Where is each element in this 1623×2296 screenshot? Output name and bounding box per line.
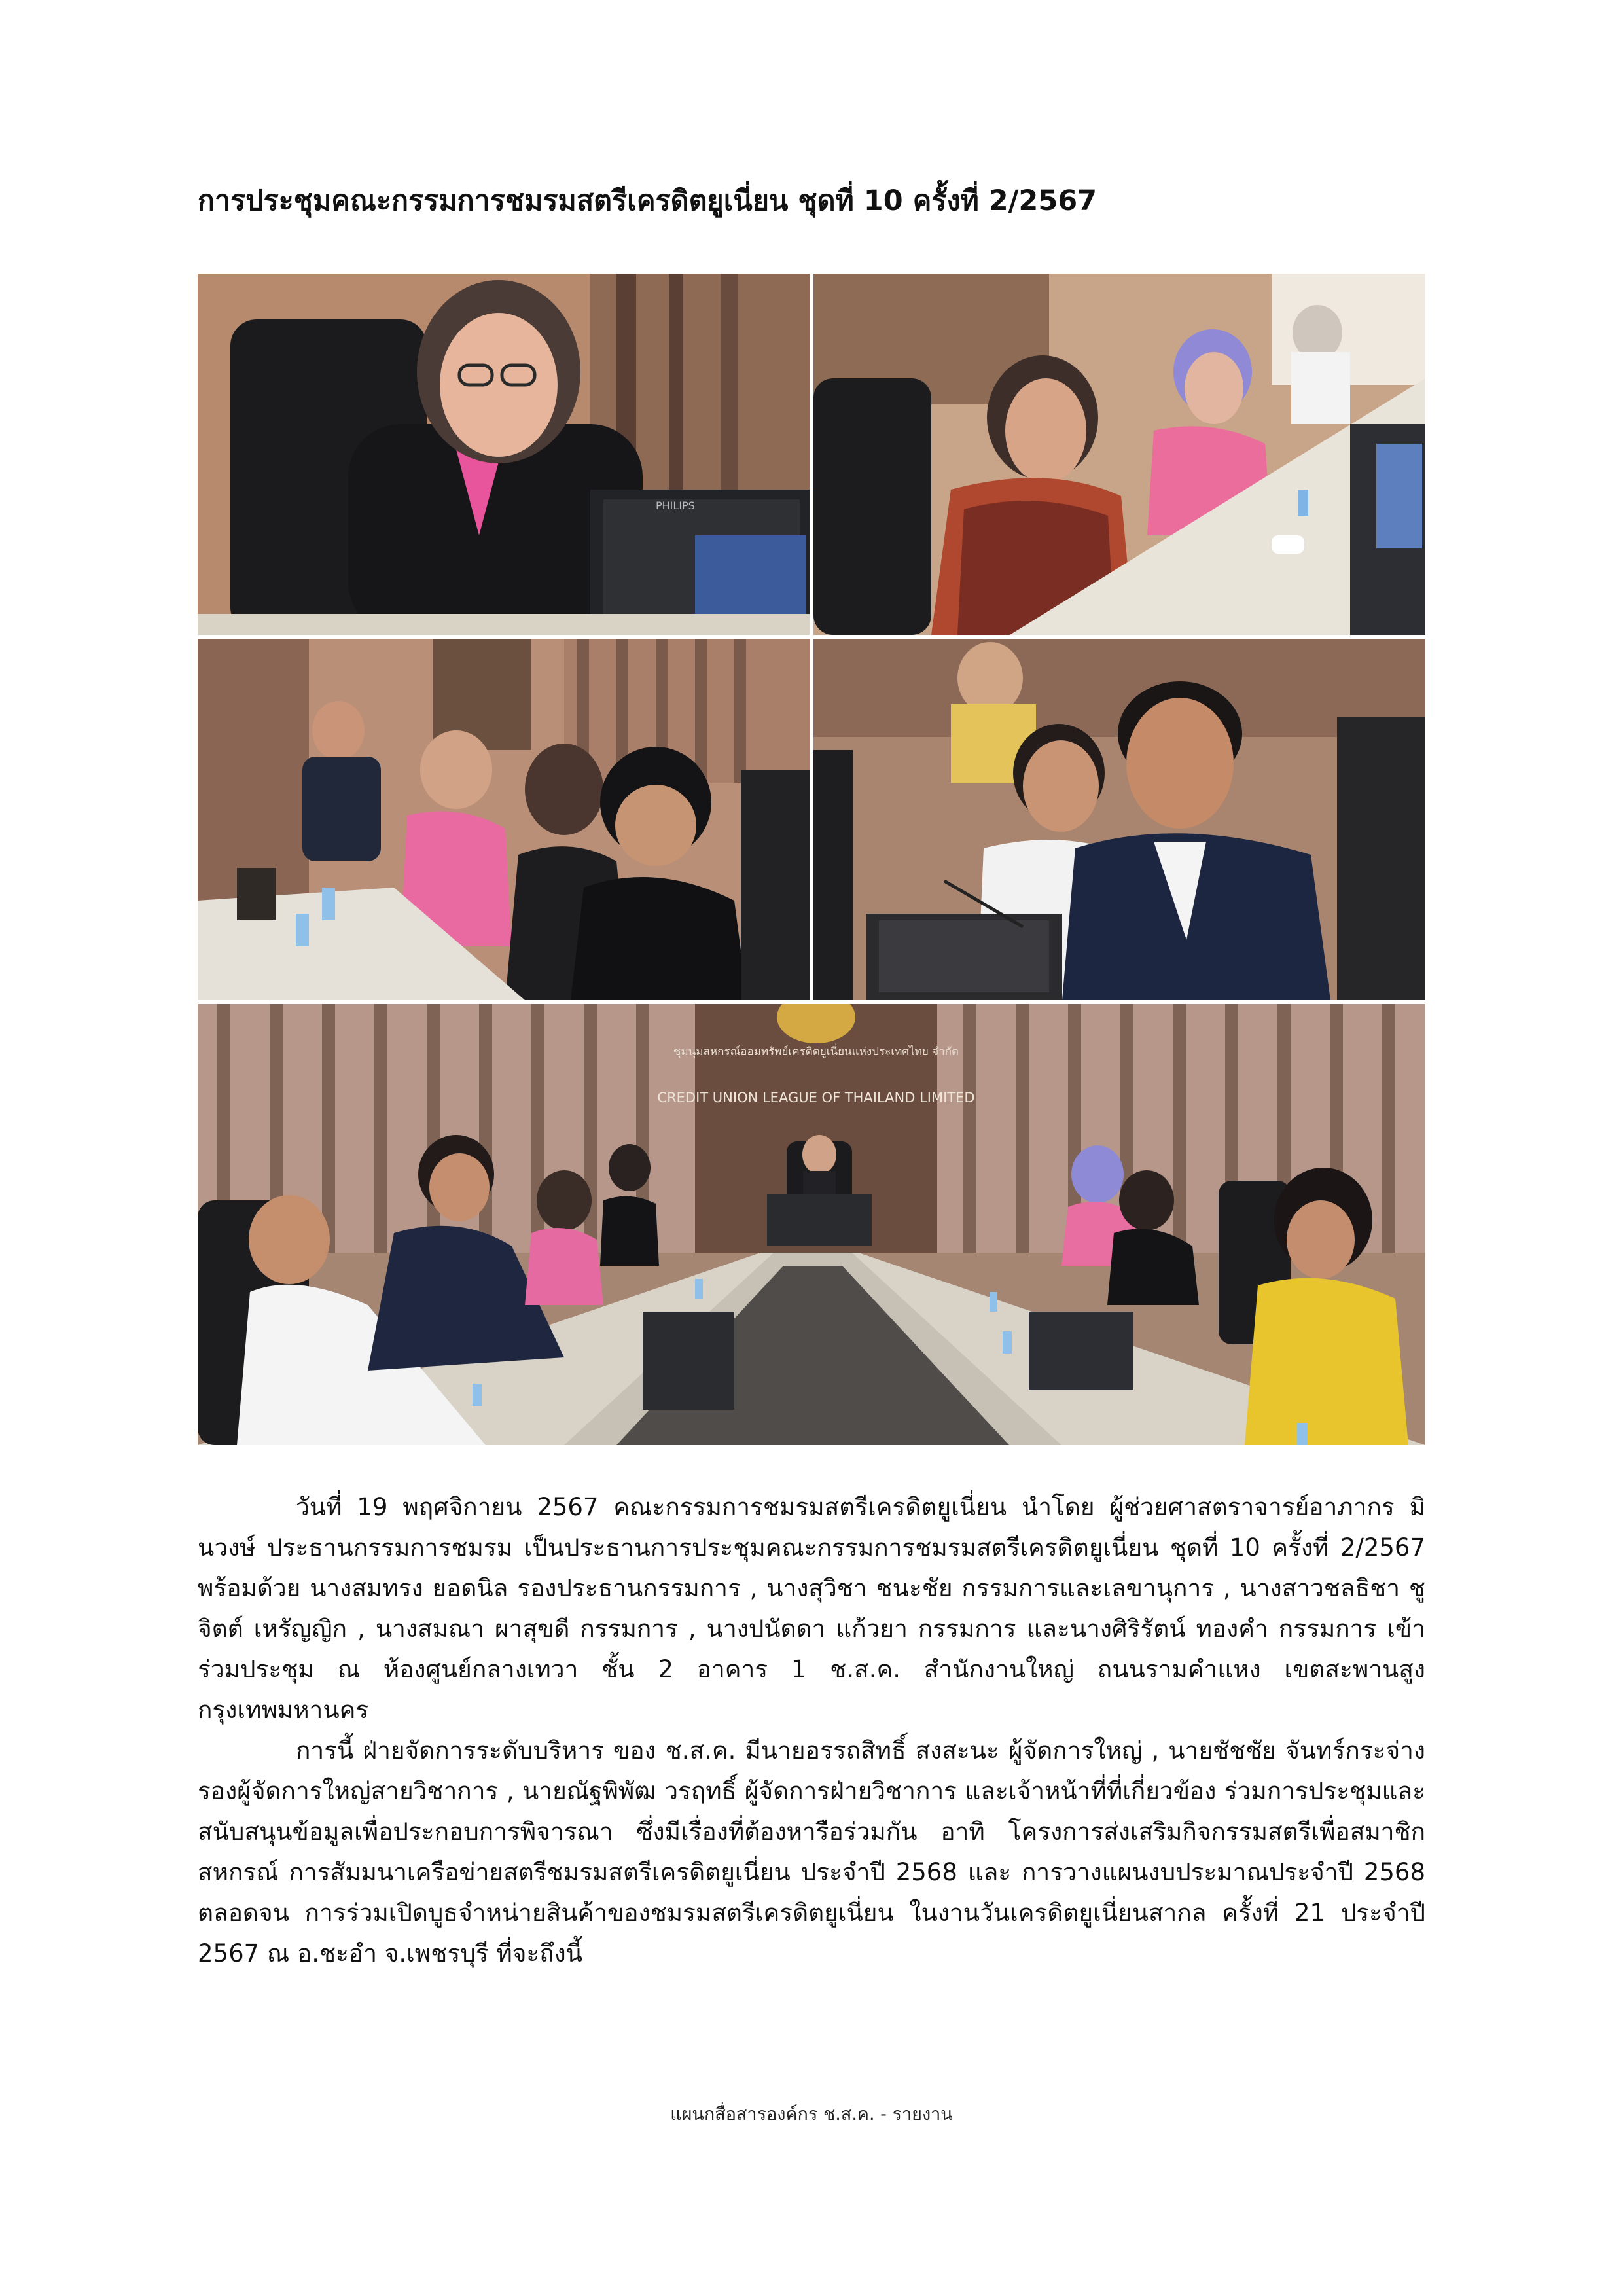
article-paragraph: การนี้ ฝ่ายจัดการระดับบริหาร ของ ช.ส.ค. มีนายอรรถสิทธิ์ สงสะนะ ผู้จัดการใหญ่ , นายชัชชัย จันทร์กระจ่าง รองผู้จัดการใหญ่สายวิชาการ , นายณัฐพิพัฒ วรฤทธิ์ ผู้จัดการฝ่ายวิชาการ และเจ้าหน้าที่ที่เกี่ยวข้อง ร่วมการประชุมและสนับสนุนข้อมูลเพื่อประกอบการพิจารณา ซึ่งมีเรื่องที่ต้องหารือร่วมกัน อาทิ โครงการส่งเสริมกิจกรรมสตรีเพื่อสมาชิกสหกรณ์ การสัมมนาเครือข่ายสตรีชมรมสตรีเครดิตยูเนี่ยน ประจำปี 2568 และ การวางแผนงบประมาณประจำปี 2568 ตลอดจน การร่วมเปิดบูธจำหน่ายสินค้าของชมรมสตรีเครดิตยูเนี่ยน ในงานวันเครดิตยูเนี่ยนสากล ครั้งที่ 21 ประจำปี 2567 ณ อ.ชะอำ จ.เพชรบุรี ที่จะถึงนี้ (198, 1736, 1425, 1967)
meeting-photo-executives (813, 639, 1425, 1000)
meeting-photo-members-right (813, 274, 1425, 635)
article-body (198, 1487, 1425, 1974)
room-sign-thai: ชุมนุมสหกรณ์ออมทรัพย์เครดิตยูเนี่ยนแห่งประเทศไทย จำกัด (673, 1045, 959, 1058)
page-title: การประชุมคณะกรรมการชมรมสตรีเครดิตยูเนี่ยน ชุดที่ 10 ครั้งที่ 2/2567 (198, 185, 1097, 217)
photo-scene (198, 274, 810, 635)
monitor-brand: PHILIPS (656, 499, 695, 512)
meeting-photo-chairwoman (198, 274, 810, 635)
meeting-photo-wide (198, 1004, 1425, 1445)
report-credit-footer: แผนกสื่อสารองค์กร ช.ส.ค. - รายงาน (670, 2104, 953, 2125)
room-sign-english: CREDIT UNION LEAGUE OF THAILAND LIMITED (657, 1090, 975, 1105)
meeting-photo-members-left (198, 639, 810, 1000)
article-paragraph: วันที่ 19 พฤศจิกายน 2567 คณะกรรมการชมรมสตรีเครดิตยูเนี่ยน นำโดย ผู้ช่วยศาสตราจารย์อาภากร มินวงษ์ ประธานกรรมการชมรม เป็นประธานการประชุมคณะกรรมการชมรมสตรีเครดิตยูเนี่ยน ชุดที่ 10 ครั้งที่ 2/2567 พร้อมด้วย นางสมทรง ยอดนิล รองประธานกรรมการ , นางสุวิชา ชนะชัย กรรมการและเลขานุการ , นางสาวชลธิชา ชูจิตต์ เหรัญญิก , นางสมณา ผาสุขดี กรรมการ , นางปนัดดา แก้วยา กรรมการ และนางศิริรัตน์ ทองคำ กรรมการ เข้าร่วมประชุม ณ ห้องศูนย์กลางเทวา ชั้น 2 อาคาร 1 ช.ส.ค. สำนักงานใหญ่ ถนนรามคำแหง เขตสะพานสูง กรุงเทพมหานคร (198, 1493, 1425, 1724)
